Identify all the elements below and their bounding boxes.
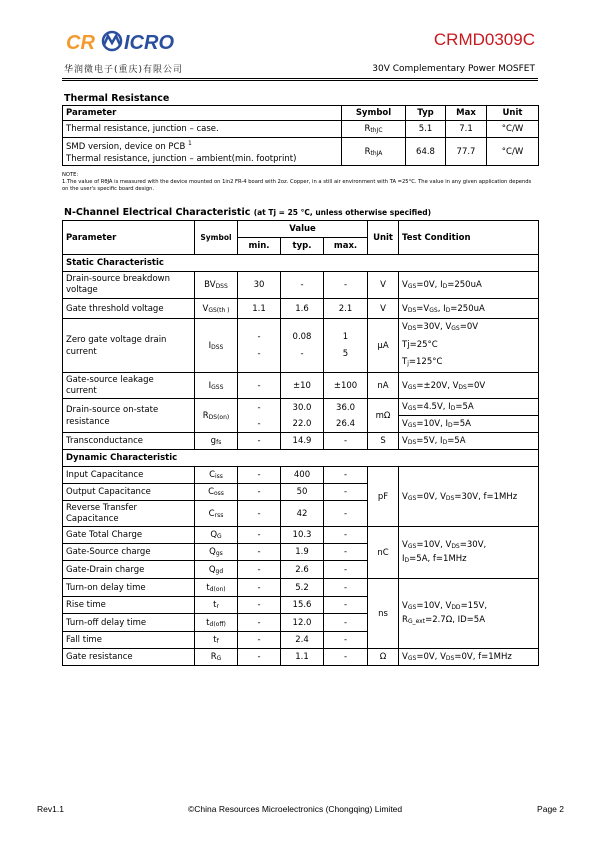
test-cell: VDS=VGS, ID=250uA: [399, 299, 539, 319]
company-chinese-name: 华润微电子(重庆)有限公司: [64, 65, 184, 75]
unit-cell: ns: [368, 579, 399, 649]
unit-cell: mΩ: [368, 399, 399, 433]
th-value: Value: [238, 221, 368, 238]
th-parameter: Parameter: [63, 106, 342, 121]
typ-cell: 30.0 22.0: [281, 399, 324, 433]
typ-cell: 64.8: [406, 138, 446, 166]
symbol-cell: BVDSS: [195, 272, 238, 299]
table-row: [63, 433, 539, 450]
param-cell: Turn-off delay time: [63, 614, 195, 632]
test-cell: VGS=±20V, VDS=0V: [399, 373, 539, 399]
typ-cell: 12.0: [281, 614, 324, 632]
table-row: [63, 299, 539, 319]
min-cell: -: [238, 597, 281, 614]
symbol-cell: VGS(th ): [195, 299, 238, 319]
symbol-cell: Qgd: [195, 561, 238, 579]
param-cell: Gate resistance: [63, 649, 195, 666]
max-cell: -: [324, 649, 368, 666]
unit-cell: nA: [368, 373, 399, 399]
typ-cell: 42: [281, 501, 324, 527]
typ-cell: -: [281, 272, 324, 299]
min-cell: -: [238, 649, 281, 666]
min-cell: -: [238, 433, 281, 450]
param-cell: Input Capacitance: [63, 467, 195, 484]
max-cell: -: [324, 561, 368, 579]
param-cell: Gate-Drain charge: [63, 561, 195, 579]
th-min: min.: [238, 238, 281, 255]
max-cell: 7.1: [446, 121, 487, 138]
company-logo: [66, 30, 188, 54]
svg-text:CR: CR: [66, 32, 95, 54]
max-cell: -: [324, 501, 368, 527]
typ-cell: 5.2: [281, 579, 324, 597]
symbol-cell: tf: [195, 632, 238, 649]
test-cell: VDS=5V, ID=5A: [399, 433, 539, 450]
typ-cell: 1.6: [281, 299, 324, 319]
symbol-cell: tr: [195, 597, 238, 614]
min-cell: -: [238, 527, 281, 544]
unit-cell: S: [368, 433, 399, 450]
min-cell: -: [238, 467, 281, 484]
param-cell: Gate threshold voltage: [63, 299, 195, 319]
max-cell: -: [324, 272, 368, 299]
symbol-cell: RDS(on): [195, 399, 238, 433]
typ-cell: 0.08 -: [281, 319, 324, 373]
symbol-cell: Crss: [195, 501, 238, 527]
max-cell: 1 5: [324, 319, 368, 373]
param-cell: Output Capacitance: [63, 484, 195, 501]
param-cell: Drain-source breakdown voltage: [63, 272, 195, 299]
min-cell: -: [238, 561, 281, 579]
param-cell: Fall time: [63, 632, 195, 649]
param-cell: Drain-source on-state resistance: [63, 399, 195, 433]
table-row: [63, 272, 539, 299]
thermal-header-row: [63, 106, 539, 121]
typ-cell: 400: [281, 467, 324, 484]
min-cell: -: [238, 632, 281, 649]
min-cell: - -: [238, 319, 281, 373]
symbol-cell: IDSS: [195, 319, 238, 373]
test-cell: VGS=10V, VDD=15V, RG_ext=2.7Ω, ID=5A: [399, 579, 539, 649]
table-row: [63, 121, 539, 138]
max-cell: -: [324, 527, 368, 544]
test-cell: VDS=30V, VGS=0V Tj=25°C Tj=125°C: [399, 319, 539, 373]
symbol-cell: td(on): [195, 579, 238, 597]
typ-cell: ±10: [281, 373, 324, 399]
symbol-cell: RthJA: [342, 138, 406, 166]
param-cell: Thermal resistance, junction – case.: [63, 121, 342, 138]
test-cell: VGS=10V, VDS=30V, ID=5A, f=1MHz: [399, 527, 539, 579]
unit-cell: °C/W: [487, 138, 539, 166]
test-cell: VGS=4.5V, ID=5A VGS=10V, ID=5A: [399, 399, 539, 433]
unit-cell: μA: [368, 319, 399, 373]
min-cell: -: [238, 614, 281, 632]
typ-cell: 15.6: [281, 597, 324, 614]
th-typ: typ.: [281, 238, 324, 255]
table-row: [63, 579, 539, 597]
nchannel-title: N-Channel Electrical Characteristic (at Tj = 25 °C, unless otherwise specified): [64, 207, 432, 218]
test-cell: VGS=0V, VDS=30V, f=1MHz: [399, 467, 539, 527]
table-row: [63, 319, 539, 373]
symbol-cell: RG: [195, 649, 238, 666]
max-cell: -: [324, 544, 368, 561]
part-number: CRMD0309C: [433, 30, 535, 49]
typ-cell: 10.3: [281, 527, 324, 544]
table-row: [63, 399, 539, 433]
param-cell: Reverse Transfer Capacitance: [63, 501, 195, 527]
thermal-title: Thermal Resistance: [64, 93, 170, 104]
param-cell: Rise time: [63, 597, 195, 614]
max-cell: -: [324, 579, 368, 597]
th-unit: Unit: [487, 106, 539, 121]
static-section-title: Static Characteristic: [63, 255, 539, 272]
symbol-cell: IGSS: [195, 373, 238, 399]
th-max: max.: [324, 238, 368, 255]
max-cell: 77.7: [446, 138, 487, 166]
header-rule: [62, 78, 538, 79]
table-row: [63, 527, 539, 544]
table-row: [63, 373, 539, 399]
th-parameter: Parameter: [63, 221, 195, 255]
th-symbol: Symbol: [195, 221, 238, 255]
static-section-row: [63, 255, 539, 272]
param-cell: Zero gate voltage drain current: [63, 319, 195, 373]
dynamic-section-row: [63, 450, 539, 467]
thermal-note: NOTE: 1.The value of RθJA is measured with the device mounted on 1in2 FR-4 board with 2oz. Copper, in a still air environment with TA =25°C. The value in any given application depends on the user's specific board design.: [62, 172, 532, 192]
symbol-cell: Ciss: [195, 467, 238, 484]
min-cell: -: [238, 501, 281, 527]
param-cell: Gate-source leakage current: [63, 373, 195, 399]
max-cell: -: [324, 614, 368, 632]
param-cell: Turn-on delay time: [63, 579, 195, 597]
max-cell: ±100: [324, 373, 368, 399]
min-cell: - -: [238, 399, 281, 433]
svg-text:ICRO: ICRO: [124, 32, 174, 54]
max-cell: -: [324, 597, 368, 614]
max-cell: -: [324, 433, 368, 450]
table-row: [63, 138, 539, 166]
min-cell: -: [238, 373, 281, 399]
unit-cell: °C/W: [487, 121, 539, 138]
copyright-text: ©China Resources Microelectronics (Chongqing) Limited: [188, 804, 403, 814]
page-number: Page 2: [537, 804, 564, 814]
thermal-table: [62, 105, 539, 166]
unit-cell: nC: [368, 527, 399, 579]
min-cell: -: [238, 579, 281, 597]
symbol-cell: RthJC: [342, 121, 406, 138]
symbol-cell: Qgs: [195, 544, 238, 561]
typ-cell: 2.6: [281, 561, 324, 579]
nchannel-header-row: [63, 221, 539, 238]
param-cell: SMD version, device on PCB $^1$ Thermal resistance, junction – ambient(min. footprint): [63, 138, 342, 166]
table-row: [63, 467, 539, 484]
unit-cell: pF: [368, 467, 399, 527]
param-cell: Transconductance: [63, 433, 195, 450]
param-cell: Gate Total Charge: [63, 527, 195, 544]
max-cell: -: [324, 632, 368, 649]
unit-cell: V: [368, 299, 399, 319]
min-cell: 1.1: [238, 299, 281, 319]
document-subtitle: 30V Complementary Power MOSFET: [372, 64, 535, 74]
symbol-cell: gfs: [195, 433, 238, 450]
th-unit: Unit: [368, 221, 399, 255]
th-symbol: Symbol: [342, 106, 406, 121]
typ-cell: 14.9: [281, 433, 324, 450]
min-cell: 30: [238, 272, 281, 299]
th-max: Max: [446, 106, 487, 121]
typ-cell: 1.9: [281, 544, 324, 561]
th-test-condition: Test Condition: [399, 221, 539, 255]
symbol-cell: QG: [195, 527, 238, 544]
nchannel-table: [62, 220, 539, 666]
table-row: [63, 649, 539, 666]
max-cell: -: [324, 467, 368, 484]
typ-cell: 5.1: [406, 121, 446, 138]
typ-cell: 1.1: [281, 649, 324, 666]
symbol-cell: td(off): [195, 614, 238, 632]
unit-cell: Ω: [368, 649, 399, 666]
min-cell: -: [238, 484, 281, 501]
max-cell: 36.0 26.4: [324, 399, 368, 433]
dynamic-section-title: Dynamic Characteristic: [63, 450, 539, 467]
test-cell: VGS=0V, ID=250uA: [399, 272, 539, 299]
max-cell: 2.1: [324, 299, 368, 319]
header-rule-thin: [62, 80, 538, 81]
max-cell: -: [324, 484, 368, 501]
typ-cell: 50: [281, 484, 324, 501]
param-cell: Gate-Source charge: [63, 544, 195, 561]
min-cell: -: [238, 544, 281, 561]
th-typ: Typ: [406, 106, 446, 121]
typ-cell: 2.4: [281, 632, 324, 649]
unit-cell: V: [368, 272, 399, 299]
revision-label: Rev1.1: [37, 804, 64, 814]
symbol-cell: Coss: [195, 484, 238, 501]
test-cell: VGS=0V, VDS=0V, f=1MHz: [399, 649, 539, 666]
